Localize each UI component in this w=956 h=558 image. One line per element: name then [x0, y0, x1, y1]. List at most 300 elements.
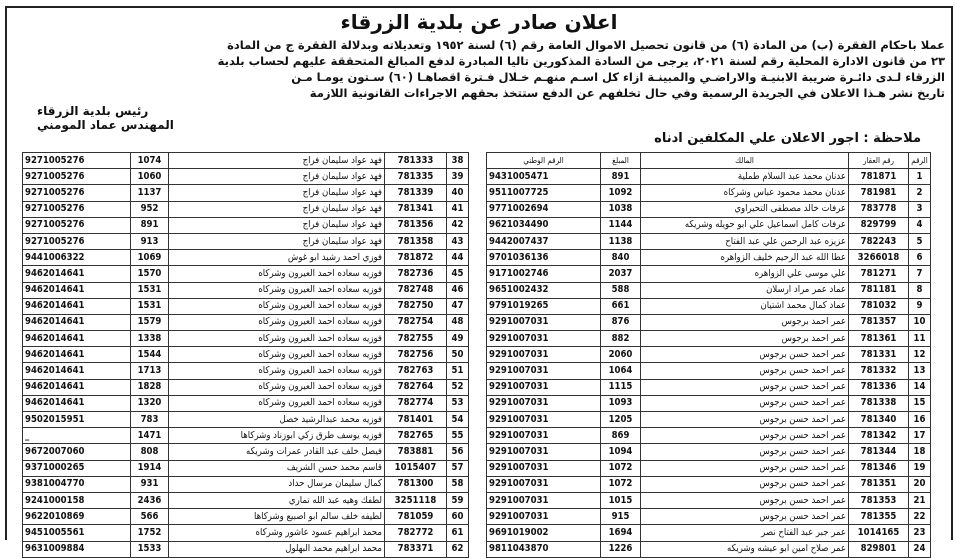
header-seq: الرقم [909, 153, 931, 169]
row-national-id: 9291007031 [487, 476, 601, 492]
row-owner-name: فوزيه سعاده احمد العيرون وشركاه [169, 363, 385, 379]
row-seq: 22 [909, 509, 931, 525]
row-property-number: 781344 [849, 444, 909, 460]
row-amount: 840 [601, 250, 641, 266]
row-amount: 1064 [601, 363, 641, 379]
row-seq: 15 [909, 395, 931, 411]
row-national-id: 9651002432 [487, 282, 601, 298]
row-amount: 1072 [601, 476, 641, 492]
row-property-number: 783371 [385, 541, 447, 557]
row-owner-name: عمر احمد برجوس [641, 314, 849, 330]
row-amount: 1015 [601, 492, 641, 508]
row-owner-name: عمر احمد حسن برجوس [641, 428, 849, 444]
row-amount: 783 [131, 412, 169, 428]
row-owner-name: عمر احمد برجوس [641, 331, 849, 347]
row-owner-name: عمر احمد حسن برجوس [641, 395, 849, 411]
row-owner-name: فوزيه سعاده احمد العيرون وشركاه [169, 314, 385, 330]
row-national-id: 9462014641 [23, 379, 131, 395]
row-owner-name: علي موسى علي الزواهره [641, 266, 849, 282]
header-owner: المالك [641, 153, 849, 169]
row-national-id: 9621034490 [487, 217, 601, 233]
row-national-id: 9271005276 [23, 169, 131, 185]
row-seq: 16 [909, 412, 931, 428]
row-national-id: 9791019265 [487, 298, 601, 314]
row-owner-name: فيصل خلف عبد القادر عمرات وشريكه [169, 444, 385, 460]
row-seq: 39 [447, 169, 469, 185]
row-property-number: 3251118 [385, 492, 447, 508]
row-amount: 1137 [131, 185, 169, 201]
row-seq: 14 [909, 379, 931, 395]
row-owner-name: فهد عواد سليمان فراج [169, 233, 385, 249]
row-national-id: 9371000265 [23, 460, 131, 476]
row-property-number: 781341 [385, 201, 447, 217]
row-national-id: 9691019002 [487, 525, 601, 541]
table-row [487, 444, 931, 460]
row-property-number: 781336 [849, 379, 909, 395]
row-amount: 1579 [131, 314, 169, 330]
row-amount: 891 [601, 169, 641, 185]
row-seq: 5 [909, 233, 931, 249]
table-row [23, 250, 469, 266]
table-row [23, 169, 469, 185]
row-property-number: 783881 [385, 444, 447, 460]
row-owner-name: عمر صلاح امين ابو عيشه وشريكه [641, 541, 849, 557]
table-row [487, 233, 931, 249]
row-national-id: 9622010869 [23, 509, 131, 525]
row-seq: 42 [447, 217, 469, 233]
row-amount: 1226 [601, 541, 641, 557]
table-row [23, 347, 469, 363]
row-national-id: 9271005276 [23, 185, 131, 201]
table-header-row [487, 153, 931, 169]
table-row [487, 412, 931, 428]
row-amount: 1320 [131, 395, 169, 411]
row-seq: 62 [447, 541, 469, 557]
row-national-id: 9462014641 [23, 314, 131, 330]
row-seq: 10 [909, 314, 931, 330]
row-amount: 876 [601, 314, 641, 330]
row-seq: 57 [447, 460, 469, 476]
row-seq: 24 [909, 541, 931, 557]
row-amount: 1069 [131, 250, 169, 266]
row-property-number: 781872 [385, 250, 447, 266]
table-row [487, 298, 931, 314]
row-property-number: 782748 [385, 282, 447, 298]
row-property-number: 781355 [849, 509, 909, 525]
row-national-id: 9291007031 [487, 395, 601, 411]
row-amount: 661 [601, 298, 641, 314]
row-property-number: 781340 [849, 412, 909, 428]
row-national-id: 9442007437 [487, 233, 601, 249]
row-property-number: 781871 [849, 169, 909, 185]
row-amount: 2037 [601, 266, 641, 282]
row-amount: 2060 [601, 347, 641, 363]
table-row [23, 395, 469, 411]
row-seq: 46 [447, 282, 469, 298]
table-row [23, 282, 469, 298]
row-national-id: 9441006322 [23, 250, 131, 266]
row-property-number: 783778 [849, 201, 909, 217]
table-row [23, 379, 469, 395]
table-row [23, 412, 469, 428]
row-national-id: 9701036136 [487, 250, 601, 266]
row-amount: 891 [131, 217, 169, 233]
row-national-id: 9511007725 [487, 185, 601, 201]
row-property-number: 781342 [849, 428, 909, 444]
row-owner-name: عمر احمد حسن برجوس [641, 363, 849, 379]
row-seq: 19 [909, 460, 931, 476]
row-property-number: 781300 [385, 476, 447, 492]
row-amount: 1570 [131, 266, 169, 282]
header-property: رقم العقار [849, 153, 909, 169]
table-row [487, 282, 931, 298]
row-property-number: 781333 [385, 153, 447, 169]
row-owner-name: عمر احمد حسن برجوس [641, 347, 849, 363]
row-national-id: 9462014641 [23, 331, 131, 347]
row-national-id: 9271005276 [23, 233, 131, 249]
row-property-number: 781332 [849, 363, 909, 379]
row-amount: 1072 [601, 460, 641, 476]
row-property-number: 782750 [385, 298, 447, 314]
row-seq: 3 [909, 201, 931, 217]
row-seq: 38 [447, 153, 469, 169]
body-line-4: تاريخ نشر هـذا الاعلان في الجريدة الرسمية وفي حال تخلفهم عن الدفع ستتخذ بحقهم الاجراءات القانونية اللازمة [309, 86, 945, 100]
row-property-number: 782756 [385, 347, 447, 363]
row-seq: 43 [447, 233, 469, 249]
row-owner-name: عمر جبر عبد الفتاح نصر [641, 525, 849, 541]
row-national-id: 9291007031 [487, 428, 601, 444]
row-national-id: 9631009884 [23, 541, 131, 557]
row-property-number: 781339 [385, 185, 447, 201]
row-national-id: 9431005471 [487, 169, 601, 185]
row-property-number: 782763 [385, 363, 447, 379]
row-property-number: 782755 [385, 331, 447, 347]
row-seq: 44 [447, 250, 469, 266]
row-amount: 1205 [601, 412, 641, 428]
row-national-id: 9271005276 [23, 201, 131, 217]
row-owner-name: لطيفه خلف سالم ابو اصبيع وشركاها [169, 509, 385, 525]
row-national-id: 9291007031 [487, 509, 601, 525]
row-owner-name: عمر احمد حسن برجوس [641, 476, 849, 492]
row-amount: 1144 [601, 217, 641, 233]
row-property-number: 781338 [849, 395, 909, 411]
page-title: اعلان صادر عن بلدية الزرقاء [340, 10, 618, 34]
row-national-id: 9672007060 [23, 444, 131, 460]
table-row [487, 314, 931, 330]
row-national-id: 9811043870 [487, 541, 601, 557]
row-seq: 18 [909, 444, 931, 460]
row-amount: 1094 [601, 444, 641, 460]
row-owner-name: عدنان محمد عبد السلام طملية [641, 169, 849, 185]
row-seq: 53 [447, 395, 469, 411]
row-seq: 50 [447, 347, 469, 363]
signature-title: رئيس بلدية الزرقاء [37, 104, 149, 118]
row-seq: 6 [909, 250, 931, 266]
table-row [487, 331, 931, 347]
row-seq: 21 [909, 492, 931, 508]
row-owner-name: عدنان محمد محمود عباس وشركاه [641, 185, 849, 201]
row-owner-name: فوزي احمد رشيد ابو غوش [169, 250, 385, 266]
row-amount: 1531 [131, 282, 169, 298]
body-line-3: الزرقاء لـدى دائـرة ضريبة الابنيـة والاراضـي والمبينـة ازاء كل اسـم منهـم خـلال فـترة اقصاهـا (٦٠) سـتون يومـا مـن [291, 70, 945, 84]
owners-table-right [486, 152, 931, 558]
table-row [23, 509, 469, 525]
row-owner-name: فوزيه سعاده احمد العيرون وشركاه [169, 282, 385, 298]
row-property-number: 782754 [385, 314, 447, 330]
row-property-number: 781353 [849, 492, 909, 508]
table-row [23, 217, 469, 233]
table-row [23, 331, 469, 347]
row-seq: 20 [909, 476, 931, 492]
row-owner-name: فوزيه سعاده احمد العيرون وشركاه [169, 298, 385, 314]
row-seq: 4 [909, 217, 931, 233]
table-row [23, 476, 469, 492]
row-amount: 588 [601, 282, 641, 298]
row-amount: 869 [601, 428, 641, 444]
row-property-number: 781361 [849, 331, 909, 347]
row-property-number: 781335 [385, 169, 447, 185]
row-amount: 808 [131, 444, 169, 460]
row-owner-name: فهد عواد سليمان فراج [169, 153, 385, 169]
row-amount: 1338 [131, 331, 169, 347]
table-row [23, 460, 469, 476]
row-seq: 8 [909, 282, 931, 298]
table-row [23, 233, 469, 249]
row-national-id: 9291007031 [487, 331, 601, 347]
row-owner-name: عماد عمر مراد ارسلان [641, 282, 849, 298]
table-row [487, 492, 931, 508]
row-national-id: 9171002746 [487, 266, 601, 282]
row-owner-name: كمال سليمان مرسال حداد [169, 476, 385, 492]
row-amount: 1115 [601, 379, 641, 395]
row-national-id: 9462014641 [23, 266, 131, 282]
table-row [487, 541, 931, 557]
row-property-number: 782772 [385, 525, 447, 541]
row-national-id: 9462014641 [23, 347, 131, 363]
row-owner-name: فهد عواد سليمان فراج [169, 217, 385, 233]
row-amount: 1138 [601, 233, 641, 249]
row-property-number: 782765 [385, 428, 447, 444]
row-owner-name: قاسم محمد حسن الشريف [169, 460, 385, 476]
row-amount: 1533 [131, 541, 169, 557]
row-seq: 40 [447, 185, 469, 201]
row-seq: 23 [909, 525, 931, 541]
row-amount: 882 [601, 331, 641, 347]
row-owner-name: فوزيه سعاده احمد العيرون وشركاه [169, 331, 385, 347]
row-property-number: 782764 [385, 379, 447, 395]
row-property-number: 1015407 [385, 460, 447, 476]
table-row [23, 444, 469, 460]
row-seq: 45 [447, 266, 469, 282]
row-seq: 52 [447, 379, 469, 395]
row-seq: 60 [447, 509, 469, 525]
row-owner-name: عطا الله عبد الرحيم خليف الزواهره [641, 250, 849, 266]
table-row [23, 525, 469, 541]
row-property-number: 781401 [385, 412, 447, 428]
row-seq: 61 [447, 525, 469, 541]
row-seq: 12 [909, 347, 931, 363]
row-owner-name: عمر احمد حسن برجوس [641, 379, 849, 395]
row-amount: 1060 [131, 169, 169, 185]
row-property-number: 781981 [849, 185, 909, 201]
row-property-number: 781331 [849, 347, 909, 363]
row-seq: 49 [447, 331, 469, 347]
row-property-number: 781059 [385, 509, 447, 525]
row-national-id: 9502015951 [23, 412, 131, 428]
row-seq: 48 [447, 314, 469, 330]
signature-name: المهندس عماد المومني [37, 118, 174, 132]
row-owner-name: محمد ابراهيم محمد البهلول [169, 541, 385, 557]
row-national-id: 9271005276 [23, 217, 131, 233]
row-owner-name: عمر احمد حسن برجوس [641, 412, 849, 428]
row-seq: 9 [909, 298, 931, 314]
table-row [23, 314, 469, 330]
table-row [487, 217, 931, 233]
row-property-number: 1014165 [849, 525, 909, 541]
table-row [487, 428, 931, 444]
row-national-id: _ [23, 428, 131, 444]
row-national-id: 9241000158 [23, 492, 131, 508]
row-national-id: 9291007031 [487, 379, 601, 395]
row-seq: 59 [447, 492, 469, 508]
row-national-id: 9291007031 [487, 412, 601, 428]
table-row [23, 492, 469, 508]
row-owner-name: فوزيه سعاده احمد العيرون وشركاه [169, 347, 385, 363]
row-property-number: 782736 [385, 266, 447, 282]
table-row [487, 379, 931, 395]
row-seq: 41 [447, 201, 469, 217]
row-amount: 1694 [601, 525, 641, 541]
row-property-number: 782243 [849, 233, 909, 249]
row-amount: 1074 [131, 153, 169, 169]
row-owner-name: فوزيه يوسف طرق زكي ابوزناد وشركاها [169, 428, 385, 444]
row-national-id: 9462014641 [23, 395, 131, 411]
table-row [23, 298, 469, 314]
row-property-number: 781181 [849, 282, 909, 298]
row-owner-name: عمر احمد حسن برجوس [641, 509, 849, 525]
row-amount: 1038 [601, 201, 641, 217]
row-property-number: 829801 [849, 541, 909, 557]
row-owner-name: لطفك وهيه عبد الله تماري [169, 492, 385, 508]
row-property-number: 781346 [849, 460, 909, 476]
table-row [487, 476, 931, 492]
row-amount: 1828 [131, 379, 169, 395]
row-owner-name: محمد ابراهيم عسود عاشور وشركاه [169, 525, 385, 541]
table-row [23, 541, 469, 557]
row-owner-name: فهد عواد سليمان فراج [169, 185, 385, 201]
row-amount: 1544 [131, 347, 169, 363]
row-owner-name: عرفات خالد مصطفى التحيراوي [641, 201, 849, 217]
row-seq: 7 [909, 266, 931, 282]
owners-table-left [22, 152, 469, 558]
row-national-id: 9381004770 [23, 476, 131, 492]
row-owner-name: فوزيه محمد عبدالرشيد خصل [169, 412, 385, 428]
table-row [23, 266, 469, 282]
row-property-number: 781032 [849, 298, 909, 314]
row-property-number: 781351 [849, 476, 909, 492]
row-owner-name: عزيزه عبد الرحمن علي عبد الفتاح [641, 233, 849, 249]
table-row [487, 509, 931, 525]
row-owner-name: عرفات كامل اسماعيل علي ابو حويله وشريكه [641, 217, 849, 233]
row-amount: 952 [131, 201, 169, 217]
row-amount: 1752 [131, 525, 169, 541]
row-property-number: 781271 [849, 266, 909, 282]
row-seq: 17 [909, 428, 931, 444]
row-property-number: 781358 [385, 233, 447, 249]
row-amount: 1092 [601, 185, 641, 201]
row-property-number: 829799 [849, 217, 909, 233]
row-owner-name: عمر احمد حسن برجوس [641, 444, 849, 460]
row-national-id: 9451005561 [23, 525, 131, 541]
row-national-id: 9291007031 [487, 492, 601, 508]
row-amount: 931 [131, 476, 169, 492]
row-seq: 11 [909, 331, 931, 347]
table-row [487, 201, 931, 217]
row-amount: 566 [131, 509, 169, 525]
table-row [487, 395, 931, 411]
row-seq: 51 [447, 363, 469, 379]
body-line-1: عملا باحكام الفقرة (ب) من المادة (٦) من قانون تحصيل الاموال العامة رقم (٦) لسنة ١٩٥٢ وتعديلاته وبدلالة الفقرة ج من المادة [227, 38, 945, 52]
header-national-id: الرقم الوطني [487, 153, 601, 169]
table-row [487, 347, 931, 363]
table-row [487, 363, 931, 379]
row-national-id: 9771002694 [487, 201, 601, 217]
table-row [487, 185, 931, 201]
row-seq: 47 [447, 298, 469, 314]
body-line-2: ٢٣ من قانون الادارة المحلية رقم لسنة ٢٠٢١، يرجى من السادة المذكورين تاليا المبادرة لدفع المبالغ المتحققة عليهم لحساب بلدية [217, 54, 945, 68]
row-national-id: 9271005276 [23, 153, 131, 169]
row-national-id: 9462014641 [23, 363, 131, 379]
row-owner-name: فهد عواد سليمان فراج [169, 201, 385, 217]
row-amount: 1713 [131, 363, 169, 379]
table-row [23, 153, 469, 169]
row-national-id: 9291007031 [487, 314, 601, 330]
table-row [487, 250, 931, 266]
row-national-id: 9462014641 [23, 282, 131, 298]
row-amount: 2436 [131, 492, 169, 508]
table-row [23, 201, 469, 217]
row-property-number: 781356 [385, 217, 447, 233]
table-row [487, 525, 931, 541]
row-property-number: 781357 [849, 314, 909, 330]
row-amount: 1531 [131, 298, 169, 314]
row-national-id: 9291007031 [487, 363, 601, 379]
row-national-id: 9291007031 [487, 460, 601, 476]
row-owner-name: فهد عواد سليمان فراج [169, 169, 385, 185]
header-amount: المبلغ [601, 153, 641, 169]
row-property-number: 782774 [385, 395, 447, 411]
row-owner-name: عمر احمد حسن برجوس [641, 460, 849, 476]
row-seq: 56 [447, 444, 469, 460]
row-national-id: 9291007031 [487, 347, 601, 363]
row-owner-name: فوزيه سعاده احمد العيرون وشركاه [169, 379, 385, 395]
row-seq: 1 [909, 169, 931, 185]
row-national-id: 9462014641 [23, 298, 131, 314]
row-owner-name: عمر احمد حسن برجوس [641, 492, 849, 508]
table-row [23, 428, 469, 444]
table-row [487, 169, 931, 185]
note-text: ملاحظة : اجور الاعلان علي المكلفين ادناه [654, 131, 921, 146]
row-amount: 1093 [601, 395, 641, 411]
row-seq: 2 [909, 185, 931, 201]
table-row [23, 363, 469, 379]
row-owner-name: فوزيه سعاده احمد العيرون وشركاه [169, 266, 385, 282]
row-property-number: 3266018 [849, 250, 909, 266]
table-row [487, 266, 931, 282]
row-amount: 1914 [131, 460, 169, 476]
table-row [487, 460, 931, 476]
row-seq: 58 [447, 476, 469, 492]
